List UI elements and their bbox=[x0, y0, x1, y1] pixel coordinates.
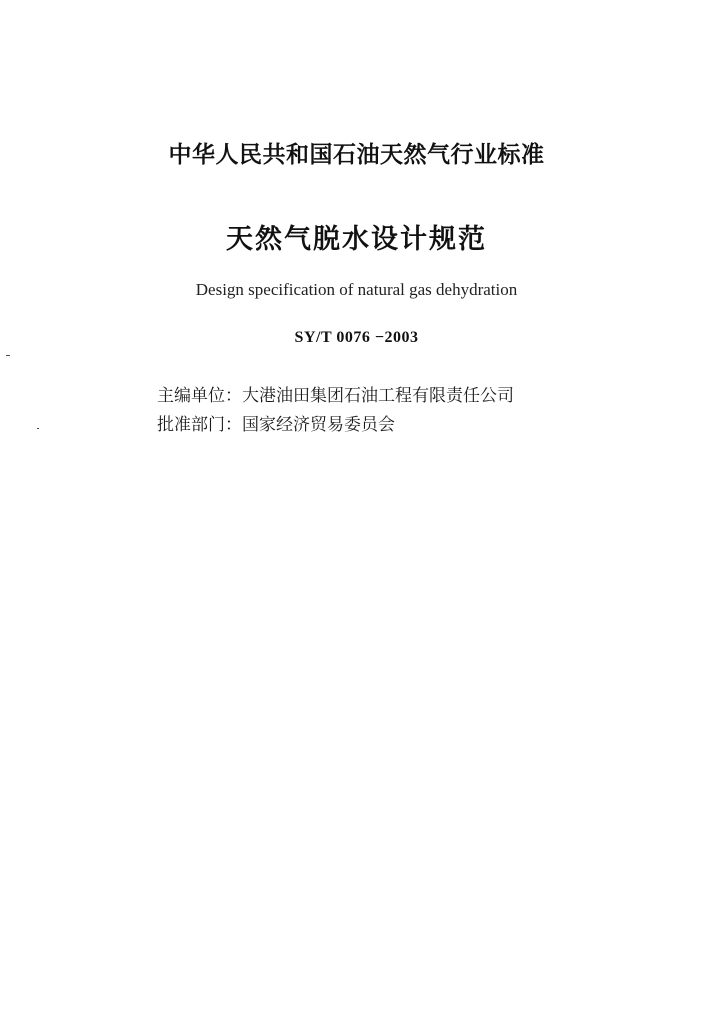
approver-line bbox=[157, 410, 395, 435]
approver-value: 国家经济贸易委员会 bbox=[242, 415, 395, 435]
approver-label: 批准部门： bbox=[157, 415, 242, 435]
scan-speck bbox=[6, 355, 10, 356]
document-title-chinese: 天然气脱水设计规范 bbox=[226, 224, 487, 255]
standard-category-heading: 中华人民共和国石油天然气行业标准 bbox=[168, 142, 545, 168]
document-title-english: Design specification of natural gas dehydration bbox=[195, 280, 518, 299]
editor-label: 主编单位： bbox=[157, 386, 242, 406]
editor-line bbox=[157, 381, 514, 406]
standard-number: SY/T 0076 −2003 bbox=[294, 329, 419, 346]
editor-value: 大港油田集团石油工程有限责任公司 bbox=[242, 386, 514, 406]
scan-speck bbox=[37, 428, 39, 429]
